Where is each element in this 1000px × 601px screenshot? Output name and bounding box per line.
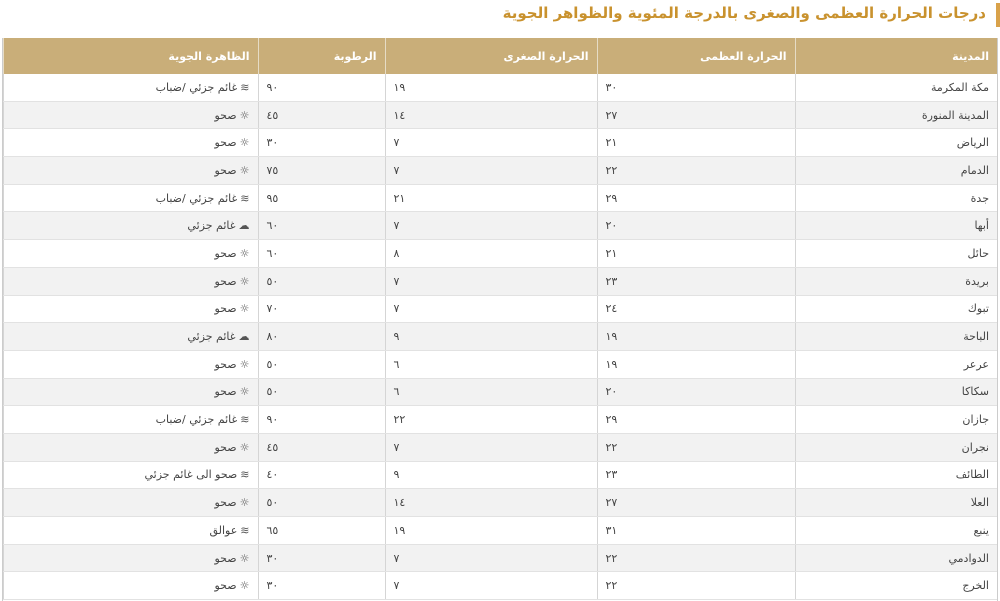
- min-temp-cell: ١٩: [385, 517, 597, 545]
- min-temp-cell: ٧: [385, 433, 597, 461]
- column-header-humidity: الرطوبة: [258, 38, 385, 74]
- max-temp-cell: ٢٣: [597, 267, 795, 295]
- humidity-cell: ٦٥: [258, 517, 385, 545]
- weather-cell: [3, 433, 258, 461]
- column-header-max: الحرارة العظمى: [597, 38, 795, 74]
- city-cell: بريدة: [795, 267, 997, 295]
- humidity-cell: ٣٠: [258, 544, 385, 572]
- table-row: [3, 572, 997, 600]
- sun-icon: ☼: [239, 496, 250, 510]
- weather-cell: [3, 517, 258, 545]
- humidity-cell: ٣٠: [258, 129, 385, 157]
- max-temp-cell: ٢٩: [597, 184, 795, 212]
- weather-cell: [3, 184, 258, 212]
- weather-condition: [156, 81, 250, 94]
- weather-condition: [187, 219, 249, 232]
- weather-cell: [3, 461, 258, 489]
- min-temp-cell: ٧: [385, 544, 597, 572]
- humidity-cell: ٤٠: [258, 461, 385, 489]
- city-cell: الرياض: [795, 129, 997, 157]
- weather-cell: [3, 350, 258, 378]
- weather-table: [3, 38, 998, 600]
- weather-label: صحو: [214, 163, 237, 177]
- max-temp-cell: ٢٧: [597, 101, 795, 129]
- table-row: [3, 350, 997, 378]
- humidity-cell: ٥٠: [258, 489, 385, 517]
- min-temp-cell: ٩: [385, 323, 597, 351]
- min-temp-cell: ٧: [385, 212, 597, 240]
- weather-cell: [3, 240, 258, 268]
- max-temp-cell: ٢٢: [597, 433, 795, 461]
- city-cell: الطائف: [795, 461, 997, 489]
- weather-condition: [215, 164, 250, 177]
- max-temp-cell: ١٩: [597, 323, 795, 351]
- humidity-cell: ٥٠: [258, 378, 385, 406]
- min-temp-cell: ٢٢: [385, 406, 597, 434]
- weather-label: صحو: [214, 302, 237, 316]
- table-row: [3, 461, 997, 489]
- weather-label: غائم جزئي: [187, 330, 236, 344]
- weather-cell: [3, 157, 258, 185]
- min-temp-cell: ٧: [385, 157, 597, 185]
- weather-condition: [215, 275, 250, 288]
- weather-condition: [215, 441, 250, 454]
- weather-condition: [215, 302, 250, 315]
- weather-label: عوالق: [209, 523, 238, 537]
- sun-icon: ☼: [239, 163, 250, 177]
- max-temp-cell: ٢٩: [597, 406, 795, 434]
- city-cell: جازان: [795, 406, 997, 434]
- city-cell: ينبع: [795, 517, 997, 545]
- weather-cell: [3, 212, 258, 240]
- city-cell: تبوك: [795, 295, 997, 323]
- fog-icon: ≋: [240, 191, 250, 205]
- table-row: [3, 544, 997, 572]
- weather-cell: [3, 406, 258, 434]
- weather-label: صحو: [214, 108, 237, 122]
- city-cell: الباحة: [795, 323, 997, 351]
- weather-label: غائم جزئي /ضباب: [155, 413, 238, 427]
- weather-condition: [187, 330, 249, 343]
- weather-label: صحو: [214, 385, 237, 399]
- weather-cell: [3, 295, 258, 323]
- table-row: [3, 406, 997, 434]
- partly-cloudy-icon: ☁: [238, 219, 250, 233]
- sun-icon: ☼: [239, 579, 250, 593]
- min-temp-cell: ٧: [385, 129, 597, 157]
- sun-icon: ☼: [239, 440, 250, 454]
- city-cell: حائل: [795, 240, 997, 268]
- fog-icon: ≋: [240, 468, 250, 482]
- fog-icon: ≋: [240, 523, 250, 537]
- table-row: [3, 129, 997, 157]
- page-header: [0, 0, 1000, 30]
- max-temp-cell: ٢٢: [597, 544, 795, 572]
- column-header-city: المدينة: [795, 38, 997, 74]
- table-row: [3, 212, 997, 240]
- humidity-cell: ٦٠: [258, 212, 385, 240]
- weather-condition: [215, 496, 250, 509]
- max-temp-cell: ٢١: [597, 240, 795, 268]
- weather-condition: [215, 579, 250, 592]
- min-temp-cell: ٧: [385, 267, 597, 295]
- city-cell: نجران: [795, 433, 997, 461]
- humidity-cell: ٩٠: [258, 74, 385, 101]
- weather-condition: [215, 247, 250, 260]
- max-temp-cell: ٢٢: [597, 572, 795, 600]
- weather-condition: [156, 192, 250, 205]
- weather-condition: [145, 468, 250, 481]
- sun-icon: ☼: [239, 551, 250, 565]
- weather-cell: [3, 74, 258, 101]
- min-temp-cell: ٦: [385, 378, 597, 406]
- table-row: [3, 489, 997, 517]
- page-title: درجات الحرارة العظمى والصغرى بالدرجة المئوية والظواهر الجوية: [502, 4, 986, 22]
- sun-icon: ☼: [239, 385, 250, 399]
- humidity-cell: ٥٠: [258, 267, 385, 295]
- weather-cell: [3, 378, 258, 406]
- weather-condition: [215, 109, 250, 122]
- max-temp-cell: ٢٢: [597, 157, 795, 185]
- weather-label: صحو: [214, 496, 237, 510]
- column-header-weather: الظاهرة الجوية: [3, 38, 258, 74]
- weather-cell: [3, 572, 258, 600]
- weather-cell: [3, 101, 258, 129]
- humidity-cell: ٥٠: [258, 350, 385, 378]
- weather-cell: [3, 129, 258, 157]
- max-temp-cell: ٢٣: [597, 461, 795, 489]
- fog-icon: ≋: [240, 413, 250, 427]
- min-temp-cell: ٩: [385, 461, 597, 489]
- city-cell: سكاكا: [795, 378, 997, 406]
- city-cell: الخرج: [795, 572, 997, 600]
- weather-cell: [3, 544, 258, 572]
- humidity-cell: ٤٥: [258, 433, 385, 461]
- max-temp-cell: ٢٠: [597, 378, 795, 406]
- humidity-cell: ٤٥: [258, 101, 385, 129]
- min-temp-cell: ٢١: [385, 184, 597, 212]
- city-cell: العلا: [795, 489, 997, 517]
- weather-label: صحو الى غائم جزئي: [144, 468, 238, 482]
- sun-icon: ☼: [239, 302, 250, 316]
- weather-cell: [3, 489, 258, 517]
- table-row: [3, 517, 997, 545]
- sun-icon: ☼: [239, 136, 250, 150]
- sun-icon: ☼: [239, 357, 250, 371]
- column-header-min: الحرارة الصغرى: [385, 38, 597, 74]
- table-row: [3, 74, 997, 101]
- city-cell: الدمام: [795, 157, 997, 185]
- humidity-cell: ٨٠: [258, 323, 385, 351]
- table-row: [3, 240, 997, 268]
- humidity-cell: ٧٥: [258, 157, 385, 185]
- min-temp-cell: ١٤: [385, 101, 597, 129]
- weather-cell: [3, 267, 258, 295]
- min-temp-cell: ٧: [385, 572, 597, 600]
- table-row: [3, 184, 997, 212]
- table-header-row: [3, 38, 997, 74]
- max-temp-cell: ٢٧: [597, 489, 795, 517]
- sun-icon: ☼: [239, 246, 250, 260]
- humidity-cell: ٩٥: [258, 184, 385, 212]
- city-cell: مكة المكرمة: [795, 74, 997, 101]
- weather-cell: [3, 323, 258, 351]
- weather-condition: [215, 552, 250, 565]
- max-temp-cell: ٣١: [597, 517, 795, 545]
- weather-condition: [215, 385, 250, 398]
- weather-condition: [215, 358, 250, 371]
- humidity-cell: ٦٠: [258, 240, 385, 268]
- min-temp-cell: ٦: [385, 350, 597, 378]
- max-temp-cell: ٣٠: [597, 74, 795, 101]
- weather-label: غائم جزئي /ضباب: [155, 80, 238, 94]
- humidity-cell: ٩٠: [258, 406, 385, 434]
- table-row: [3, 323, 997, 351]
- city-cell: المدينة المنورة: [795, 101, 997, 129]
- weather-label: صحو: [214, 579, 237, 593]
- table-row: [3, 378, 997, 406]
- sun-icon: ☼: [239, 108, 250, 122]
- min-temp-cell: ١٩: [385, 74, 597, 101]
- city-cell: الدوادمي: [795, 544, 997, 572]
- weather-label: صحو: [214, 551, 237, 565]
- max-temp-cell: ٢١: [597, 129, 795, 157]
- weather-label: صحو: [214, 136, 237, 150]
- weather-label: صحو: [214, 357, 237, 371]
- partly-cloudy-icon: ☁: [238, 330, 250, 344]
- title-accent-bar: [996, 3, 1000, 27]
- max-temp-cell: ٢٠: [597, 212, 795, 240]
- table-row: [3, 101, 997, 129]
- max-temp-cell: ١٩: [597, 350, 795, 378]
- city-cell: عرعر: [795, 350, 997, 378]
- table-row: [3, 295, 997, 323]
- weather-condition: [156, 413, 250, 426]
- weather-label: غائم جزئي /ضباب: [155, 191, 238, 205]
- city-cell: أبها: [795, 212, 997, 240]
- min-temp-cell: ٨: [385, 240, 597, 268]
- table-row: [3, 433, 997, 461]
- weather-table-container: [2, 38, 998, 601]
- table-row: [3, 267, 997, 295]
- humidity-cell: ٣٠: [258, 572, 385, 600]
- weather-condition: [209, 524, 249, 537]
- weather-label: صحو: [214, 246, 237, 260]
- city-cell: جدة: [795, 184, 997, 212]
- fog-icon: ≋: [240, 80, 250, 94]
- min-temp-cell: ١٤: [385, 489, 597, 517]
- min-temp-cell: ٧: [385, 295, 597, 323]
- weather-label: غائم جزئي: [187, 219, 236, 233]
- weather-label: صحو: [214, 440, 237, 454]
- table-row: [3, 157, 997, 185]
- sun-icon: ☼: [239, 274, 250, 288]
- max-temp-cell: ٢٤: [597, 295, 795, 323]
- weather-condition: [215, 136, 250, 149]
- humidity-cell: ٧٠: [258, 295, 385, 323]
- weather-label: صحو: [214, 274, 237, 288]
